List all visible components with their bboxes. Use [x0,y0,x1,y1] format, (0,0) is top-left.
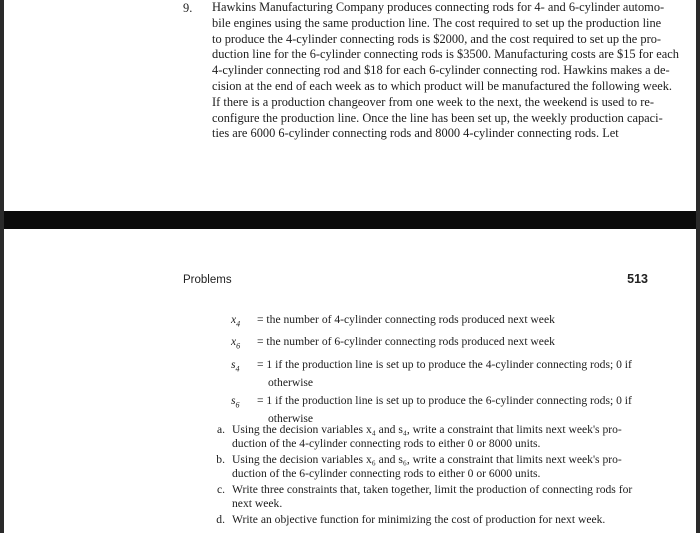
part-line: next week. [232,497,283,510]
problem-line: configure the production line. Once the line has been set up, the weekly production capaci- [212,110,663,125]
part-letter: b. [216,453,225,466]
top-page [0,0,700,211]
running-head: Problems [183,274,232,286]
variable-symbol: $x_6$ [231,335,241,351]
variable-definitions [231,313,661,430]
problem-line: Hawkins Manufacturing Company produces connecting rods for 4- and 6-cylinder automo- [212,0,665,14]
part-item [211,423,653,451]
problem-line: 4-cylinder connecting rod and $18 for each 6-cylinder connecting rod. Hawkins makes a de- [212,63,670,78]
right-edge [696,0,700,533]
problem-line: to produce the 4-cylinder connecting rods is $2000, and the cost required to set up the pro- [212,31,662,46]
part-line: Write three constraints that, taken together, limit the production of connecting rods for [232,483,633,496]
part-line: duction of the 6-cylinder connecting rods to either 0 or 6000 units. [232,467,541,480]
part-item [211,483,653,511]
variable-symbol: $s_4$ [231,357,240,373]
problem-line: duction line for the 6-cylinder connecting rods is $3500. Manufacturing costs are $15 for each [212,47,679,62]
variable-symbol: $s_6$ [231,393,240,410]
variable-symbol: $x_4$ [231,313,241,329]
definition-item [231,394,661,426]
part-line: Write an objective function for minimizing the cost of production for next week. [232,513,606,526]
problem-line: cision at the end of each week as to which product will be manufactured the following week. [212,78,673,93]
definition-item [231,358,661,390]
definition-item [231,335,661,353]
left-edge [0,0,4,533]
problem-number: 9. [183,1,193,15]
part-letter: a. [216,423,225,436]
definition-text: = the number of 6-cylinder connecting rods produced next week [257,335,555,349]
problem-parts [211,423,653,529]
definition-item [231,313,661,331]
definition-text: = 1 if the production line is set up to produce the 4-cylinder connecting rods; 0 if [257,357,632,371]
part-letter: c. [216,483,225,496]
page-separator [0,211,700,229]
definition-continuation: otherwise [268,412,314,426]
part-item [211,453,653,481]
problem-text [212,0,679,142]
part-item [211,513,653,527]
part-line: duction of the 4-cylinder connecting rods to either 0 or 8000 units. [232,437,541,450]
problem-line: ties are 6000 6-cylinder connecting rods and 8000 4-cylinder connecting rods. Let [212,126,619,141]
part-letter: d. [216,513,225,526]
part-line: Using the decision variables x₄ and s₄, write a constraint that limits next week's pro- [232,423,622,436]
bottom-page [0,229,700,533]
definition-continuation: otherwise [268,375,314,389]
problem-line: If there is a production changeover from one week to the next, the weekend is used to re- [212,94,654,109]
part-line: Using the decision variables x₆ and s₆, write a constraint that limits next week's pro- [232,453,622,466]
definition-text: = 1 if the production line is set up to produce the 6-cylinder connecting rods; 0 if [257,393,632,407]
page-number: 513 [627,272,648,286]
definition-text: = the number of 4-cylinder connecting rods produced next week [257,313,555,326]
problem-line: bile engines using the same production line. The cost required to set up the production line [212,15,662,30]
